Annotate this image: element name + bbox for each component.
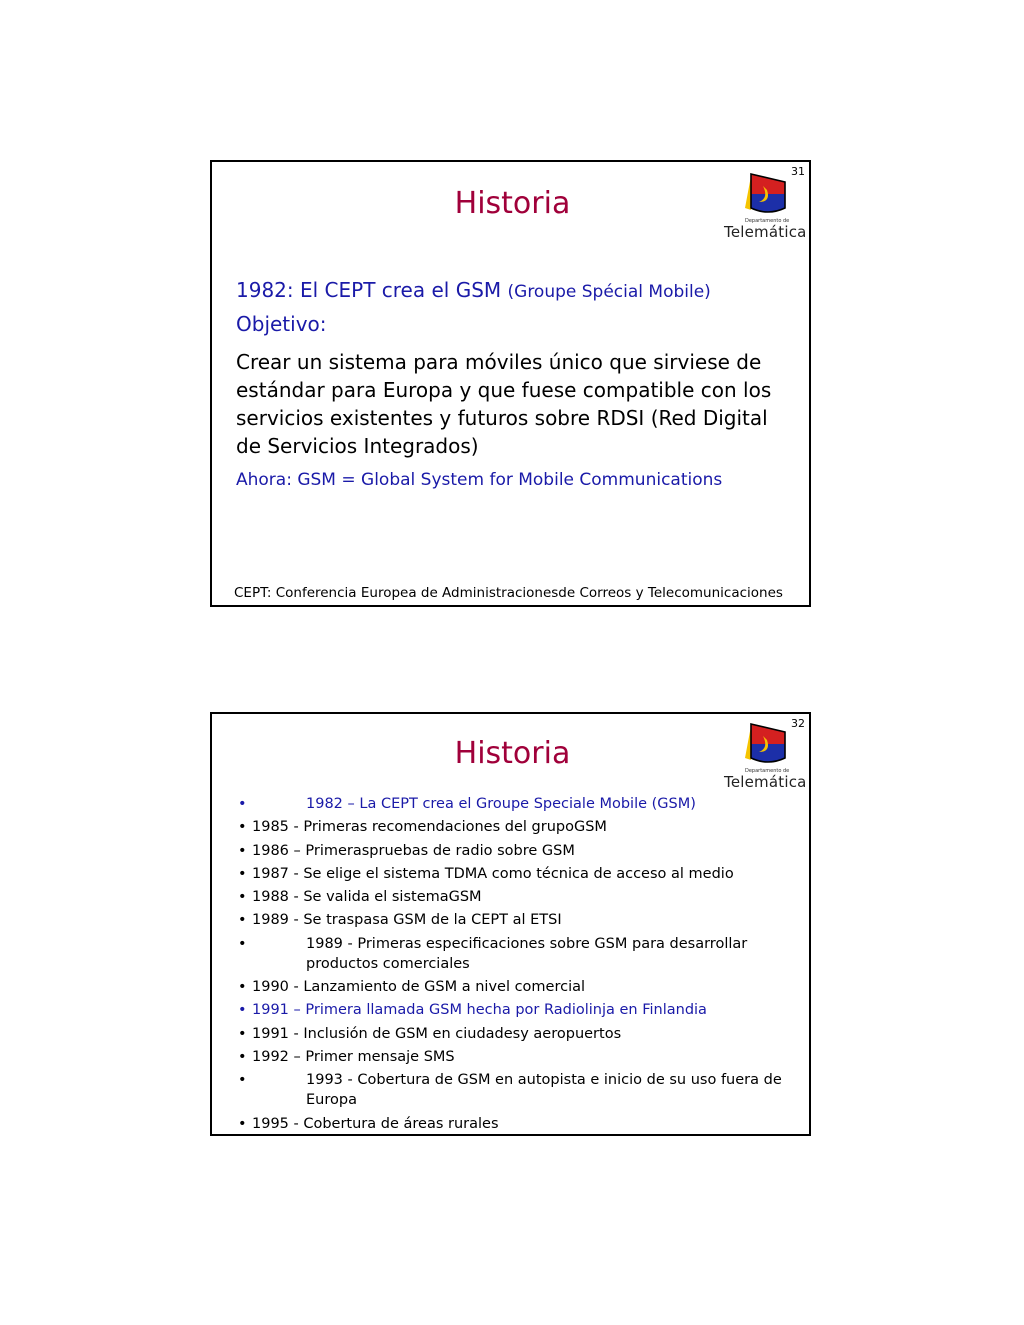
slide-31 <box>210 160 811 607</box>
logo-subtitle: Departamento de <box>745 218 790 224</box>
history-list <box>238 794 798 1137</box>
list-item-text: 1990 - Lanzamiento de GSM a nivel comercial <box>252 979 586 996</box>
list-item <box>238 1000 798 1020</box>
list-item <box>238 887 798 907</box>
telematica-logo-icon <box>723 722 805 768</box>
logo-wordmark: Telemática <box>724 773 807 791</box>
slide-title: Historia <box>454 186 571 221</box>
telematica-logo-icon <box>723 172 805 218</box>
bullet-icon: • <box>238 1002 247 1019</box>
list-item-text: 1986 – Primeraspruebas de radio sobre GSM <box>252 842 575 859</box>
intro-text: 1982: El CEPT crea el GSM <box>236 278 502 302</box>
list-item-text: 1985 - Primeras recomendaciones del grupoGSM <box>252 819 607 836</box>
bullet-icon: • <box>238 979 247 996</box>
list-item <box>238 817 798 837</box>
logo-subtitle: Departamento de <box>745 768 790 774</box>
list-item-text: 1991 - Inclusión de GSM en ciudadesy aeropuertos <box>252 1025 622 1042</box>
list-item-text: 1991 – Primera llamada GSM hecha por Radiolinja en Finlandia <box>252 1002 707 1019</box>
bullet-icon: • <box>238 889 247 906</box>
list-item <box>238 1024 798 1044</box>
objective-description: Crear un sistema para móviles único que sirviese de estándar para Europa y que fuese compatible con los servicios existentes y futuros sobre RDSI (Red Digital de Servicios Integrados) <box>236 350 772 458</box>
bullet-icon: • <box>238 1048 247 1065</box>
slide-title: Historia <box>454 736 571 771</box>
list-item-text: 1989 - Primeras especificaciones sobre GSM para desarrollar productos comerciales <box>306 935 748 972</box>
bullet-icon: • <box>238 912 247 929</box>
list-item <box>238 864 798 884</box>
list-item-text: 1988 - Se valida el sistemaGSM <box>252 889 482 906</box>
list-item-text: 1993 - Cobertura de GSM en autopista e inicio de su uso fuera de Europa <box>306 1072 782 1109</box>
list-item <box>238 1070 798 1110</box>
list-item <box>238 1114 798 1134</box>
intro-line <box>236 278 796 302</box>
list-item <box>238 934 798 974</box>
bullet-icon: • <box>238 1025 247 1042</box>
intro-paren: (Groupe Spécial Mobile) <box>507 282 711 302</box>
bullet-icon: • <box>238 842 247 859</box>
list-item-text: 1989 - Se traspasa GSM de la CEPT al ETSI <box>252 912 562 929</box>
list-item-text: 1995 - Cobertura de áreas rurales <box>252 1115 499 1132</box>
objective-heading: Objetivo: <box>236 312 327 336</box>
list-item <box>238 910 798 930</box>
list-item-text: 1987 - Se elige el sistema TDMA como técnica de acceso al medio <box>252 865 734 882</box>
bullet-icon: • <box>238 865 247 882</box>
list-item-text: 1982 – La CEPT crea el Groupe Speciale Mobile (GSM) <box>306 796 696 812</box>
slide-number: 31 <box>791 165 805 178</box>
list-item <box>238 841 798 861</box>
slide-body <box>236 278 796 490</box>
list-item <box>238 977 798 997</box>
now-line: Ahora: GSM = Global System for Mobile Communications <box>236 470 723 490</box>
slide-number: 32 <box>791 717 805 730</box>
telematica-logo <box>723 172 807 241</box>
logo-wordmark: Telemática <box>724 223 807 241</box>
slide-32 <box>210 712 811 1136</box>
list-item <box>238 1047 798 1067</box>
bullet-icon: • <box>238 1115 247 1132</box>
bullet-icon: • <box>238 796 247 812</box>
bullet-icon: • <box>238 819 247 836</box>
telematica-logo <box>723 722 807 791</box>
bullet-icon: • <box>238 1072 247 1089</box>
list-item-text: 1992 – Primer mensaje SMS <box>252 1048 455 1065</box>
bullet-icon: • <box>238 935 247 952</box>
list-item <box>238 794 798 814</box>
footnote: CEPT: Conferencia Europea de Administracionesde Correos y Telecomunicaciones <box>234 585 783 601</box>
